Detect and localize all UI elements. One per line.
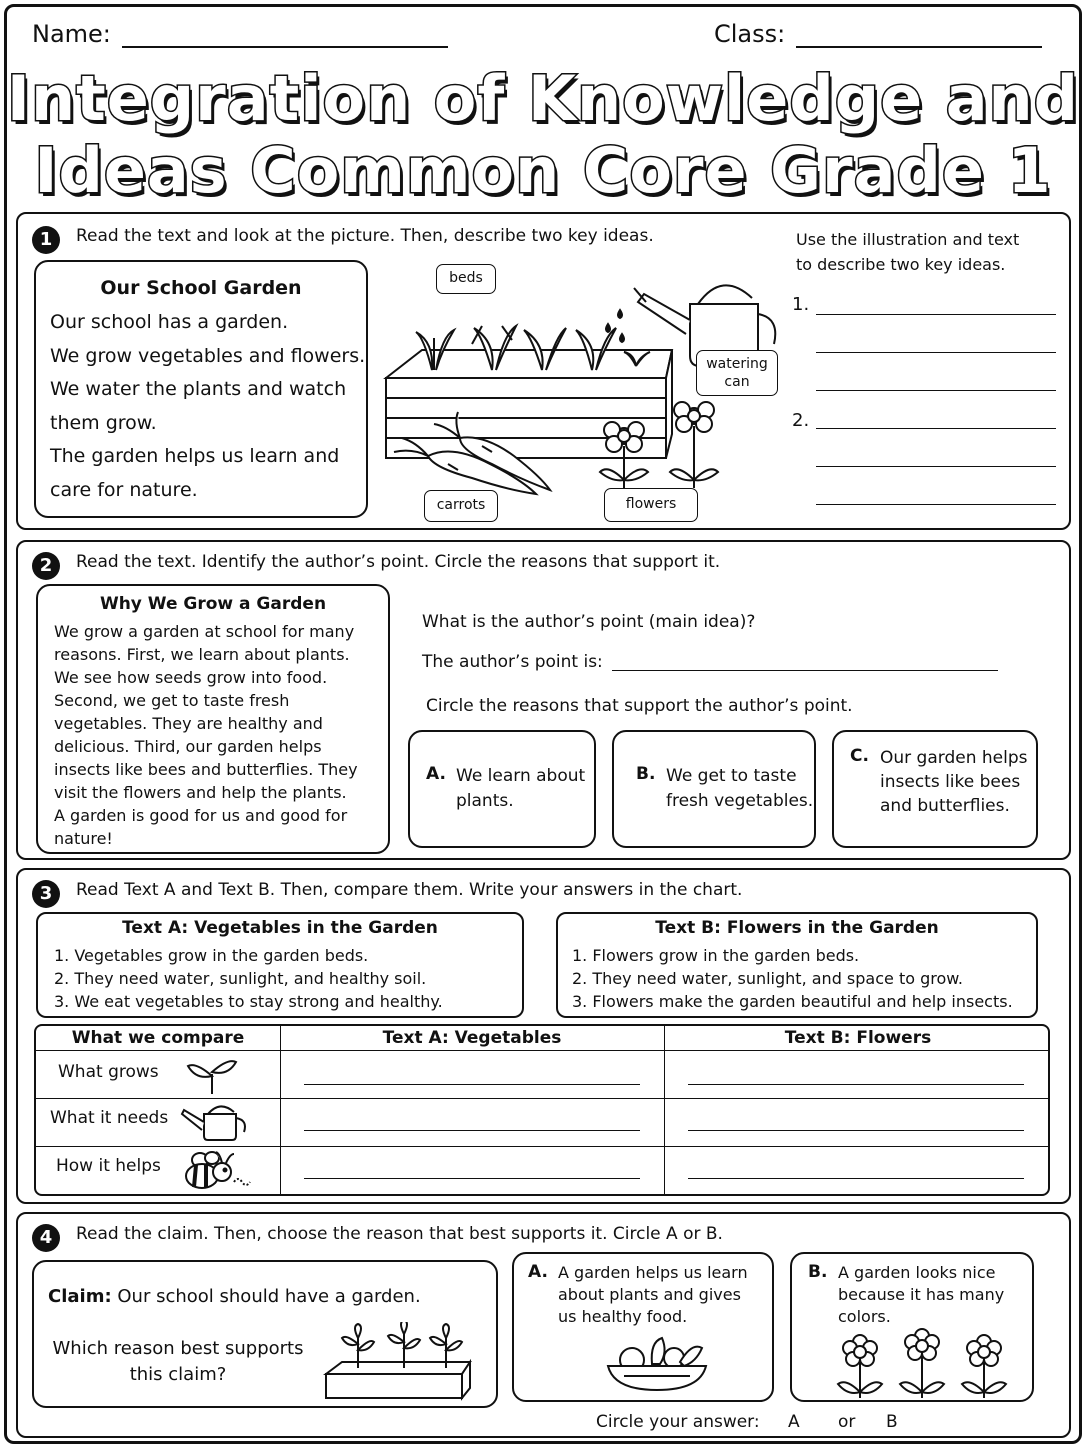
section-number: 4 [32,1224,60,1252]
page-title-line-1: Integration of Knowledge and [6,62,1080,135]
circle-reasons-prompt: Circle the reasons that support the author’s point. [426,696,853,716]
option-line: and butterflies. [880,796,1010,816]
story-line: Our school has a garden. [50,311,289,333]
answer-line[interactable] [688,1130,1024,1131]
text-a-list [54,944,443,1013]
option-text [456,764,585,814]
story-title: Our School Garden [100,277,302,299]
section-4 [16,1212,1071,1438]
section-1 [16,212,1071,530]
option-text [558,1262,748,1328]
answer-line[interactable] [816,390,1056,391]
option-letter: C. [850,746,869,766]
story-line: A garden is good for us and good for [54,806,348,825]
story-line: Second, we get to taste fresh [54,691,290,710]
section-number: 2 [32,552,60,580]
story-line: reasons. First, we learn about plants. [54,645,350,664]
class-label: Class: [714,20,786,48]
text-b-box [556,912,1038,1018]
claim-label: Claim: [48,1286,112,1307]
answer-line[interactable] [816,314,1056,315]
section-3 [16,868,1071,1204]
page-title-line-2: Ideas Common Core Grade 1 [34,134,1052,207]
claim-box [32,1260,498,1408]
option-letter: B. [808,1262,828,1282]
label-beds: beds [436,264,496,294]
watering-can-icon [180,1102,250,1142]
section-number: 1 [32,226,60,254]
list-item: 1. Flowers grow in the garden beds. [572,946,860,965]
answer-or: or [838,1412,856,1432]
claim-text: Our school should have a garden. [117,1286,421,1307]
reason-option-c[interactable] [832,730,1038,848]
story-line: vegetables. They are healthy and [54,714,323,733]
answer-line[interactable] [816,352,1056,353]
prompt-line: to describe two key ideas. [796,255,1006,274]
list-item: 2. They need water, sunlight, and space to grow. [572,969,963,988]
bee-icon [178,1148,258,1194]
option-line: plants. [456,791,514,811]
vegetable-bowl-icon [602,1332,712,1394]
chart-header: Text B: Flowers [784,1028,932,1048]
story-box [34,260,368,518]
option-letter: A. [528,1262,548,1282]
authors-point-label: The author’s point is: [422,652,603,672]
label-flowers: flowers [604,488,698,522]
list-item: 1. Vegetables grow in the garden beds. [54,946,369,965]
option-line: We get to taste [666,766,797,786]
option-line: Our garden helps [880,748,1028,768]
answer-line[interactable] [688,1084,1024,1085]
flowers-icon [832,1326,1012,1400]
planter-icon [318,1322,484,1404]
option-line: We learn about [456,766,586,786]
claim-question [48,1336,308,1388]
chart-row-label: What it needs [50,1108,169,1128]
sprout-icon [184,1056,240,1096]
answer-choice-a[interactable]: A [788,1412,800,1432]
text-b-list [572,944,1013,1013]
claim-line [48,1286,421,1307]
section-instruction: Read the text. Identify the author’s point. Circle the reasons that support it. [76,552,721,572]
reason-option-b[interactable] [612,730,816,848]
answer-line[interactable] [304,1084,640,1085]
option-line: A garden helps us learn [558,1263,748,1282]
section-number: 3 [32,880,60,908]
option-line: fresh vegetables. [666,791,814,811]
list-item: 3. Flowers make the garden beautiful and help insects. [572,992,1013,1011]
label-watering-can [696,350,778,396]
story-line: We grow vegetables and flowers. [50,344,366,367]
story-line: them grow. [50,411,157,434]
chart-row-label: What grows [58,1062,159,1082]
story-line: nature! [54,829,113,848]
option-line: insects like bees [880,772,1021,792]
claim-option-b[interactable] [790,1252,1034,1402]
list-item: 2. They need water, sunlight, and healthy soil. [54,969,427,988]
name-label: Name: [32,20,111,48]
answer-line[interactable] [688,1178,1024,1179]
answer-line[interactable] [816,504,1056,505]
chart-header: Text A: Vegetables [382,1028,562,1048]
option-line: us healthy food. [558,1307,688,1326]
story-line: care for nature. [50,478,198,501]
option-text [880,746,1027,818]
name-field[interactable] [122,46,448,48]
flower-icon [838,1335,882,1398]
answer-choice-b[interactable]: B [886,1412,898,1432]
class-field[interactable] [796,46,1042,48]
label-text: can [724,374,750,390]
answer-line[interactable] [816,428,1056,429]
question-line: this claim? [129,1364,227,1385]
list-item: 3. We eat vegetables to stay strong and healthy. [54,992,443,1011]
story-text [50,306,365,508]
chart-header: What we compare [71,1028,245,1048]
option-letter: A. [426,764,446,784]
chart-row-label: How it helps [56,1156,161,1176]
option-text [838,1262,1004,1328]
reason-option-a[interactable] [408,730,596,848]
story-line: insects like bees and butterflies. They [54,760,358,779]
answer-line[interactable] [816,466,1056,467]
section-instruction: Read Text A and Text B. Then, compare them. Write your answers in the chart. [76,880,743,900]
option-text [666,764,813,814]
question-main-idea: What is the author’s point (main idea)? [422,612,756,632]
option-line: colors. [838,1307,891,1326]
answer-number: 2. [792,410,810,431]
story-box [36,584,390,854]
prompt-line: Use the illustration and text [796,230,1020,249]
section-instruction: Read the text and look at the picture. Then, describe two key ideas. [76,226,654,246]
label-carrots: carrots [424,490,498,522]
option-line: A garden looks nice [838,1263,996,1282]
option-line: about plants and gives [558,1285,741,1304]
section-2 [16,540,1071,860]
story-line: We water the plants and watch [50,378,347,401]
story-line: We grow a garden at school for many [54,622,355,641]
answer-line[interactable] [304,1178,640,1179]
story-line: We see how seeds grow into food. [54,668,328,687]
option-letter: B. [636,764,656,784]
text-b-title: Text B: Flowers in the Garden [655,918,939,938]
option-line: because it has many [838,1285,1005,1304]
label-text: watering [706,356,768,372]
story-text [54,620,358,850]
question-line: Which reason best supports [52,1338,304,1359]
answer-line[interactable] [304,1130,640,1131]
story-line: delicious. Third, our garden helps [54,737,322,756]
circle-answer-prompt: Circle your answer: [596,1412,760,1432]
text-a-title: Text A: Vegetables in the Garden [122,918,438,938]
answer-number: 1. [792,294,810,315]
story-title: Why We Grow a Garden [99,594,327,614]
story-line: The garden helps us learn and [50,445,340,468]
section-instruction: Read the claim. Then, choose the reason that best supports it. Circle A or B. [76,1224,723,1244]
comparison-chart [34,1024,1050,1196]
text-a-box [36,912,524,1018]
claim-option-a[interactable] [512,1252,774,1402]
authors-point-field[interactable] [612,670,998,671]
story-line: visit the flowers and help the plants. [54,783,347,802]
